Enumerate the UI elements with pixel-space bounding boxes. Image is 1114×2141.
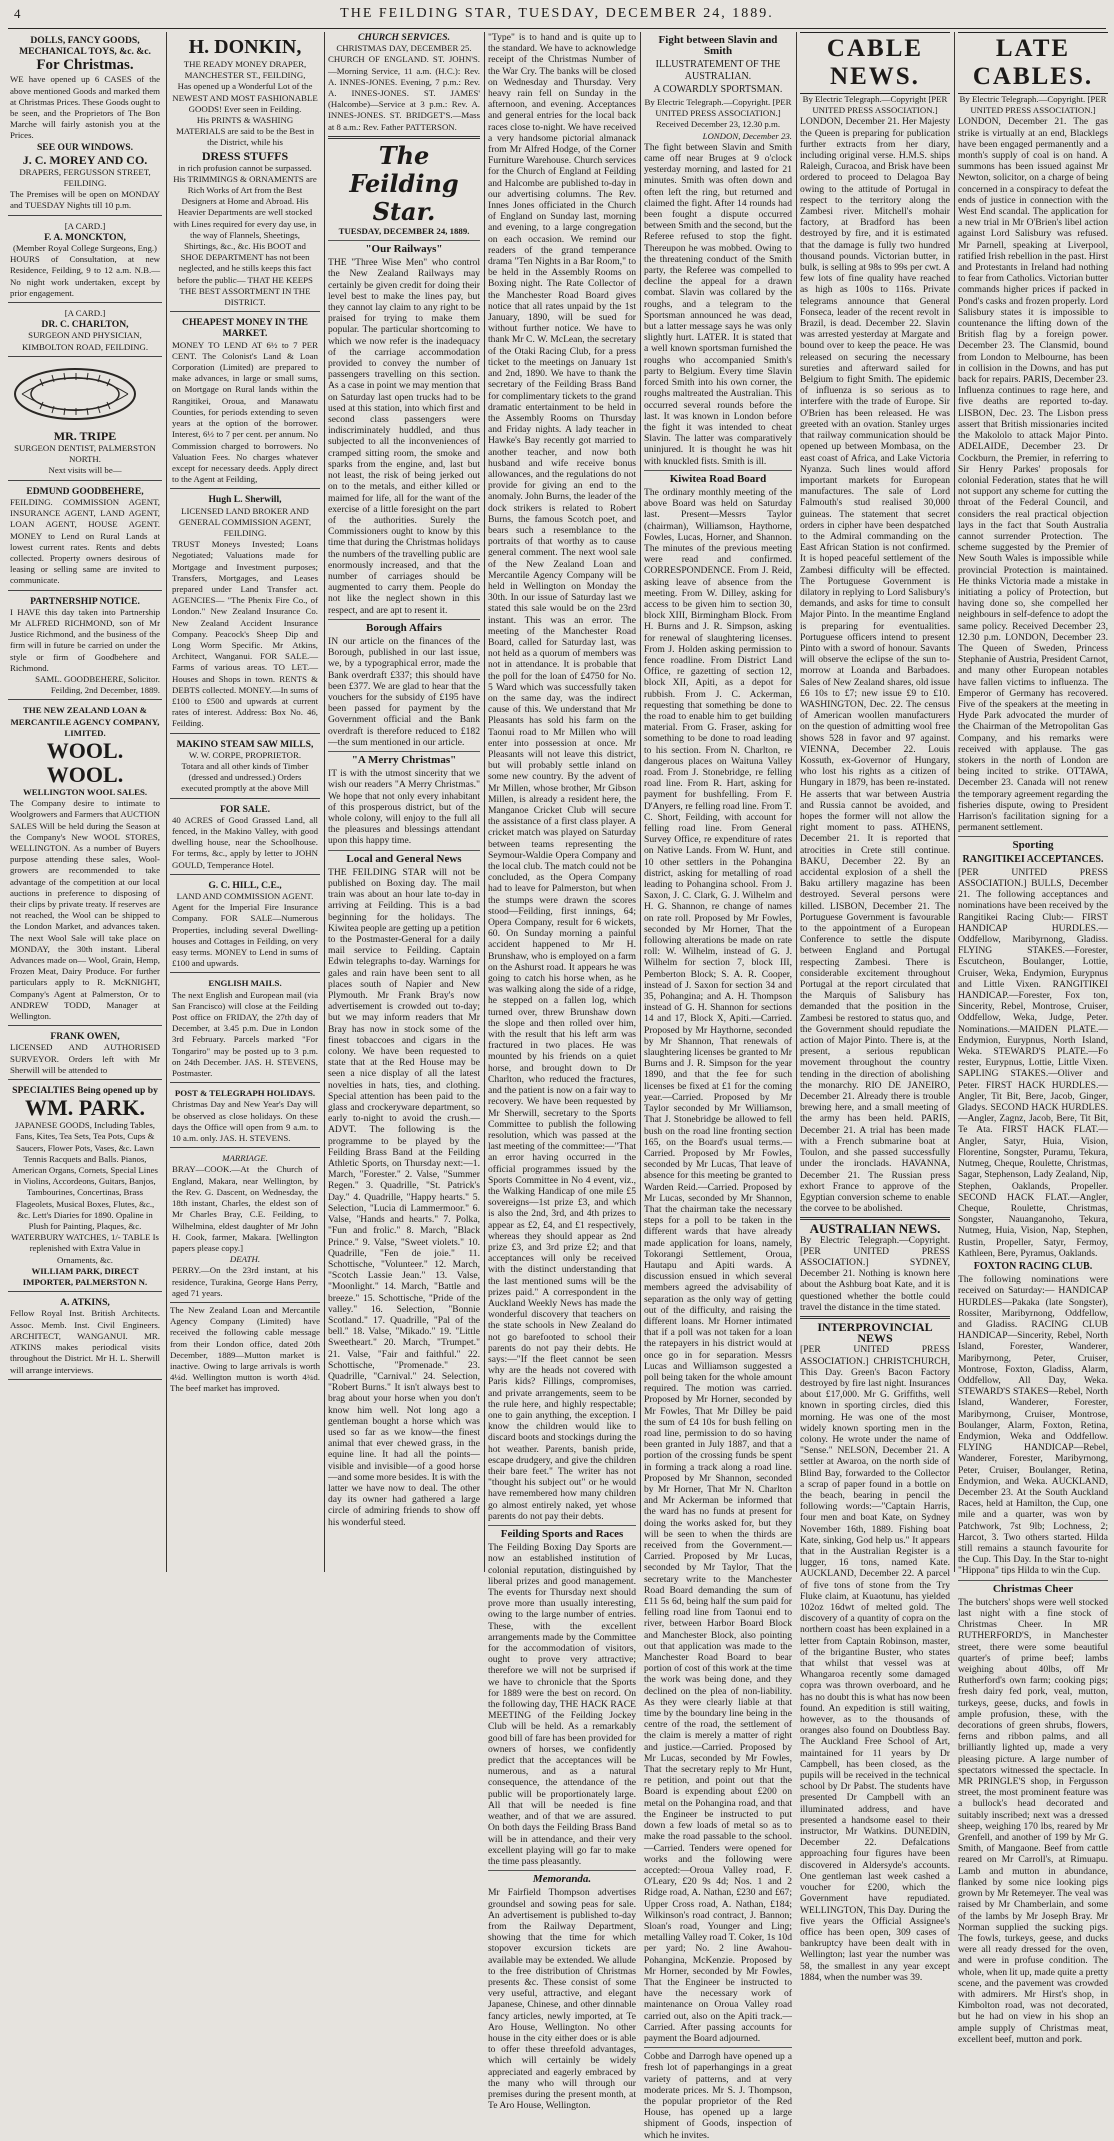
- nz-loan-cable: The New Zealand Loan and Mercantile Agency Company (Limited) have received the following cable message from their London office, dated 20th December, 1889—Mutton market is inactive. Owing to large arrivals is worth 4¼d. Wellington mutton is worth 4¾d. The beef market has improved.: [170, 1304, 320, 1394]
- specialties-heading: SPECIALTIES Being opened up by: [12, 1085, 158, 1097]
- holidays-body: Christmas Day and New Year's Day will be observed as close holidays. On these days the Office will open from 9 a.m. to 10 a.m. only. JAS. H. STEVENS.: [172, 1099, 318, 1144]
- forsale-advert: [170, 801, 320, 875]
- column-2: [170, 32, 320, 1572]
- masthead-title: THE FEILDING STAR, TUESDAY, DECEMBER 24, 1889.: [340, 6, 774, 21]
- donkin-prints: His PRINTS & WASHING MATERIALS are said to be the Best in the District, while his: [175, 115, 315, 148]
- fight-heading: Fight between Slavin and Smith: [658, 34, 778, 58]
- toys-heading: DOLLS, FANCY GOODS, MECHANICAL TOYS, &c. &c.: [19, 35, 151, 58]
- monckton-name: F. A. MONCKTON,: [44, 231, 126, 243]
- christmas-cheer-heading: Christmas Cheer: [992, 1582, 1074, 1595]
- partnership-body: I HAVE this day taken into Partnership Mr ALFRED RICHMOND, son of Mr Justice Richmond, and the business of the firm will in future be carried on under the style or firm of Goodbehere and Richmond.: [10, 606, 160, 673]
- foxton-body: The following nominations were received on Saturday:— HANDICAP HURDLES—Pakaka (late Songster), Rossiter, Maribyrnong, Oddfellow, and Gladiss. RACING CLUB HANDICAP—Sincerity, Rebel, North Island, Forester, Wanderer, Maribyrnong, Peter, Cruiser, Montrose, Foxton, Gladiss, Alarm, Oddfellow, All Day, Weka. STEWARD'S STAKES—Rebel, North Island, Wanderer, Forester, Maribyrnong, Cruiser, Montrose, Boulanger, Alarm, Foxton, Retina, Endymion, Weka and Oddfellow. FLYING HANDICAP—Rebel, Wanderer, Forester, Maribyrnong, Peter, Cruiser, Boulanger, Retina, Endymion, and Weka. AUCKLAND, December 23. At the South Auckland Races, held at Hamilton, the Cup, one mile and a quarter, was won by Patchwork, 7st 9lb; Lochness, 2; Harcot, 3. Two others started. Hilda still remains a staunch favourite for the Cup. This Day. In the Star to-night "Hippona" tips Hilda to win the Cup.: [958, 1274, 1108, 1577]
- dress-stuffs: DRESS STUFFS: [201, 148, 289, 163]
- fight-subheading-2: A COWARDLY SPORTSMAN.: [653, 83, 783, 95]
- cable-news-heading: CABLE NEWS.: [800, 32, 950, 94]
- card-label: [A CARD.]: [64, 220, 106, 231]
- forsale-heading: FOR SALE.: [219, 803, 271, 815]
- memoranda-heading: Memoranda.: [532, 1873, 592, 1886]
- church-body: CHURCH OF ENGLAND. ST. JOHN'S.—Morning Service, 11 a.m. (H.C.): Rev. A. INNES-JONES. Evening, 7 p.m.: Rev. A. INNES-JONES. ST. JAMES' (Halcombe)—Service at 3 p.m.: Rev. A. INNES-JONES. ST. BRIDGET'S.—Mass at 8 a.m.: Rev. Father PATTERSON.: [328, 54, 480, 132]
- misc-notices: Cobbe and Darrogh have opened up a fresh lot of paperhangings in a great variety of patterns, and at very moderate prices. Mr S. J. Thompson, the popular proprietor of the Red House, has opened up a large shipment of Goods, inspection of which he invites.: [644, 2051, 792, 2141]
- memoranda-body: Mr Fairfield Thompson advertises groundsel and sowing peas for sale. An advertisement is published to-day from the Railway Department, showing that the time for which stopover excursion tickets are available may be extended. We allude to the free distribution of Christmas presents &c. These consist of some very useful, attractive, and elegant Japanese, Chinese, and other dinnable fancy articles, newly imported, at Te Aro House, Wellington. No other house in the city either does or is able to offer these threefold advantages, which will certainly be widely appreciated and eagerly embraced by the many who will through our premises during the present month, at Te Aro House, Wellington.: [488, 1887, 636, 2112]
- borough-heading: Borough Affairs: [366, 621, 442, 634]
- cheapest-body: MONEY TO LEND AT 6½ to 7 PER CENT. The Colonist's Land & Loan Corporation (Limited) are prepared to make advances, in large or small sums, on Mortgage on Rural lands within the Rangitikei, Oroua, and Manawatu Counties, for periods extending to seven years at the option of the borrower. Interest, 6½ to 7 per cent. per annum. No Commission charged to borrowers. No Valuation Fees. No charges whatever except for necessary deeds. Apply direct to the Agent at Feilding,: [172, 339, 318, 485]
- mails-notice: [170, 975, 320, 1083]
- dateline: LONDON, December 23.: [702, 130, 792, 141]
- marriage-body: BRAY—COOK.—At the Church of England, Makara, near Wellington, by the Rev. G. Dascent, on Wednesday, the 18th instant, Charles, the eldest son of Mr Charles Bray, C.E. Feilding, to Wilhelmina, eldest daughter of Mr John H. Cook, farmer, Makara. [Wellington papers please copy.]: [172, 1164, 318, 1253]
- merry-heading: "A Merry Christmas": [351, 753, 457, 766]
- death-heading: DEATH.: [229, 1254, 261, 1265]
- partnership-signature: SAML. GOODBEHERE, Solicitor. Feilding, 2nd December, 1889.: [35, 673, 160, 696]
- toys-title: For Christmas.: [36, 57, 134, 74]
- park-advert: [8, 1082, 162, 1292]
- goodbehere-advert: [8, 483, 162, 591]
- late-cables-heading: LATE CABLES.: [958, 32, 1108, 94]
- mails-heading: ENGLISH MAILS.: [208, 978, 282, 989]
- late-cables-body: LONDON, December 21. The gas strike is virtually at an end, Blacklegs have been engaged permanently and a month's supply of coal is on hand. A summons has been issued against Mr Newton, solicitor, on a charge of being concerned in a conspiracy to defeat the ends of justice in connection with the West End scandal. The application for a new trial in Mr O'Brien's libel action against Lord Salisbury was refused. Mr Parnell, speaking at Liverpool, ratified Irish rebellion in the past. Hirst and Protestants in Ireland had nothing to fear from Catholics. Victorian butter commands higher prices if packed in Pond's casks and frozen properly. Lord Salisbury states it is impossible to countenance the lifting down of the British flag by a foreign power. December 23. The Clansmid, bound from London to Melbourne, has been in collision in the Downs, and has put back for repairs. PARIS, December 23. Influenza continues to rage here, and five deaths are reported to-day. LISBON, Dec. 23. The Lisbon press assert that British missionaries incited the Makololo to attack Major Pinto. ADELAIDE, December 23. Dr Cockburn, the Premier, in referring to Sir Henry Parkes' proposals for colonial Federation, states that he will not support any scheme for cutting the throat of the Federal Council, and considers the real practical objection lays in the fact that South Australia cannot surrender Protection. The scheme suggested by the Premier of New South Wales is impossible while provincial Protection is maintained. He thinks Victoria made a mistake in initiating a policy of Protection, but having done so, she compelled her neighbours in self-defence to adopt the same policy. Received December 23, 12.30 p.m. LONDON, December 23. The Queen of Sweden, Princess Stephanie of Austria, President Carnot, and many other European notables have fallen victims to influenza. The Emperor of Germany has recovered. Five of the speakers at the meeting in Hyde Park advocated the murder of the Chairman of the Metropolitan Gas Company, and his remarks were received with applause. The gas stokers in the north of London are being incited to strike. OTTAWA, December 23. Canada will not renew the temporary agreement regarding the fisheries dispute, owing to President Harrison's facilitation signing for a permanent settlement.: [958, 116, 1108, 834]
- borough-body: IN our article on the finances of the Borough, published in our last issue, we, by a typographical error, made the Bank overdraft £337; this should have been £377. We are glad to hear that the vouchers for the subsidy of £195 have been passed for payment by the Government official and the Bank overdraft is therefore reduced to £182—the sum mentioned in our article.: [328, 635, 480, 748]
- wool-body: The Company desire to intimate to Woolgrowers and Farmers that AUCTION SALES Will be held during the Season at the Company's New WOOL STORES, WELLINGTON. As a number of Buyers purpose attending these sales, Wool-growers are recommended to take advantage of the competition at our local auctions in preference to disposing of their clips by private treaty. If reserves are not reached, the Wool can be shipped to the London Market, and advances taken. The next Wool Sale will take place on MONDAY, the 30th instant. Liberal Advances made on— Wool, Grain, Hemp, Frozen Meat, Dairy Produce. For further particulars apply to R. McKNIGHT, Company's Agent at Palmerston, Or to ANDREW TODD, Manager at Wellington.: [10, 798, 160, 1022]
- australian-news-heading: AUSTRALIAN NEWS.: [809, 1221, 941, 1237]
- donkin-sub: THE READY MONEY DRAPER, MANCHESTER ST., FEILDING,: [183, 59, 307, 81]
- church-heading: CHURCH SERVICES.: [357, 32, 451, 43]
- cheapest-money-advert: [170, 314, 320, 489]
- column-rule: [484, 32, 485, 1572]
- morey-sub: DRAPERS, FERGUSSON STREET, FEILDING.: [19, 166, 151, 189]
- monckton-sub: (Member Royal College Surgeons, Eng.): [13, 243, 157, 254]
- masthead-rule: [8, 28, 1106, 29]
- local-news-heading: Local and General News: [346, 852, 462, 865]
- interprovincial-heading: INTERPROVINCIAL NEWS: [817, 1319, 933, 1346]
- tripe-visit: Next visits will be—: [48, 465, 122, 476]
- monckton-body: HOURS of Consultation, at new Residence, Feilding, 9 to 12 a.m. N.B.—No night work undertaken, except by prior engagement.: [10, 254, 160, 298]
- death-body: PERRY.—On the 23rd instant, at his residence, Turakina, George Hans Perry, aged 71 years.: [172, 1265, 318, 1298]
- owen-name: FRANK OWEN,: [50, 1031, 120, 1043]
- sherwill-name: Hugh L. Sherwill,: [208, 494, 282, 506]
- column-7: [958, 32, 1108, 2045]
- dentist-advert: [8, 359, 162, 481]
- rangitikei-heading: RANGITIKEI ACCEPTANCES.: [962, 853, 1104, 865]
- merry-body: IT is with the utmost sincerity that we wish our readers "A Merry Christmas." We hope that not only every inhabitant of this prosperous district, but of the whole colony, will enjoy to the full all the pleasures and blessings attendant upon this happy time.: [328, 768, 480, 847]
- sherwill-advert: [170, 491, 320, 733]
- column-1: [8, 32, 162, 1572]
- sawmill-name: MAKINO STEAM SAW MILLS,: [176, 738, 314, 750]
- partnership-heading: PARTNERSHIP NOTICE.: [30, 595, 140, 607]
- atkins-body: Fellow Royal Inst. British Architects. Assoc. Memb. Inst. Civil Engineers. ARCHITECT, WANGANUI. MR. ATKINS makes periodical visits throughout the District. Mr H. L. Sherwill will arrange interviews.: [10, 1308, 160, 1375]
- column-rule: [640, 32, 641, 1572]
- donkin-body: Has opened up a Wonderful Lot of the NEWEST AND MOST FASHIONABLE GOODS! Ever seen in Feilding.: [172, 81, 318, 114]
- kiwitea-heading: Kiwitea Road Board: [669, 472, 767, 485]
- paper-date: TUESDAY, DECEMBER 24, 1889.: [338, 225, 470, 236]
- owen-advert: [8, 1028, 162, 1080]
- sports-body: The Feilding Boxing Day Sports are now an established institution of colonial reputation, distinguished by liberal prizes and good management. The events for Thursday next should prove more than usually interesting, owing to the large number of entries. These, with the excellent arrangements made by the Committee for the accommodation of visitors, ought to prove very attractive; therefore we will not be surprised if we have to chronicle that the Sports for 1889 were the best on record. On the following day, THE HACK RACE MEETING of the Feilding Jockey Club will be held. As a remarkably good bill of fare has been provided for owners of horses, we confidently predict that the acceptances will be numerous, and as a natural consequence, the attendance of the public will be proportionately large. All that will be needed is fine weather, and of that we are assured. On both days the Feilding Brass Band will be in attendance, and their very excellent playing will go far to make the time pass pleasantly.: [488, 1542, 636, 1867]
- morey-body: The Premises will be open on MONDAY and TUESDAY Nights till 10 p.m.: [10, 189, 160, 211]
- owen-body: LICENSED AND AUTHORISED SURVEYOR. Orders left with Mr Sherwill will be attended to: [10, 1042, 160, 1075]
- card-label: [A CARD.]: [64, 308, 106, 319]
- paper-title: The Feilding Star.: [349, 140, 459, 226]
- toys-windows: SEE OUR WINDOWS.: [36, 141, 134, 153]
- charlton-name: DR. C. CHARLTON,: [41, 319, 129, 331]
- fight-body: The fight between Slavin and Smith came off near Bruges at 9 o'clock yesterday morning, and lasted for 21 minutes. Smith was often down and often left the ring, but returned and claimed the fight. After 14 rounds had been fought a dispute occurred between Smith and the second, but the Referee refused to stop the fight. Thereupon he was mobbed. Owing to the threatening conduct of the Smith party, the Referee was compelled to decline the appeal for a drawn combat. Slavin was collared by the roughs, and a telegram to the Sportsman announced he was dead, but a latter message says he was only slightly hurt. LATER. It is stated that a well known sportsman furnished the roughs who accompanied Smith's party to Belgium. Every time Slavin forced Smith into his own corner, the roughs maltreated the Australian. This occurred several rounds before the last. It was known in London before the fight it was intended to cheat Slavin. The latter was comparatively uninjured. It is thought he was hit with knuckled fists. Smith is ill.: [644, 141, 792, 467]
- column-4: [488, 32, 636, 2112]
- column-rule: [166, 32, 167, 1572]
- sports-heading: Feilding Sports and Races: [500, 1528, 624, 1541]
- marriage-notice: [170, 1150, 320, 1303]
- column-rule: [324, 32, 325, 1572]
- toys-body: WE have opened up 6 CASES of the above mentioned Goods and marked them at Christmas Prices. These Goods ought to be seen, and the Proprietors of The Bon Marche will fairly astonish you at the Prices.: [10, 74, 160, 141]
- news-items-body: "Type" is to hand and is quite up to the standard. We have to acknowledge receipt of the Christmas Number of the War Cry. The banks will be closed on Wednesday and Thursday. Very heavy rain fell on Sunday in the afternoon, and evening. Acceptances and general entries for the local back races close to-night. We have received a very handsome pictorial almanack from Mr Alfred Hodge, of the Corner Furniture Warehouse. Church services for the Church of England at Feilding and Halcombe are published to-day in our advertising columns. The Rev. Innes Jones officiated in the Church of England on Sunday last, morning and evening, to a large congregation on each occasion. We remind our readers of the grand temperance drama "Ten Nights in a Bar Room," to be held in the Assembly Rooms on Boxing night. The Rate Collector of the Manchester Road Board gives notice that all rates unpaid by the 1st January, 1890, will be sued for without further notice. We have to thank Mr C. W. McLean, the secretary of the Otaki Racing Club, for a press ticket to the meetings on January 1st and 2nd, 1890. We have to thank the secretary of the Feilding Brass Band for complimentary tickets to the grand dramatic entertainment to be held in the Assembly Rooms on Thursday and Friday nights. A lady teacher in Hawke's Bay recently got married to another teacher, and now both husband and wife receive bonus allowances, and the regulations do not provide for giving an end to the anomaly. John Burns, the leader of the dock strikers is related to Robert Burns, the famous Scotch poet, and bears such a resemblance to the portraits of that worthy as to cause general comment. The next wool sale of the New Zealand Loan and Mercantile Agency Company will be held in Wellington on Monday the 30th. In our issue of Saturday last we stated this sale would be on the 23rd instant. This was an error. The meeting of the Manchester Road Board, called for Saturday last, was not held as a quorum of members was not in attendance. It is probable that the poll for the loan of £4750 for No. 5 Ward which was successfully taken on the same day, was the indirect cause of this. We understand that Mr Pleasants has sold his farm on the Taonui road to Mr Millen who will enter into possession at once. Mr Pleasants will not leave this district, but will probably settle inland on some new country. By the advent of Mr Millen, whose brother, Mr Gibson Millen, is already a resident here, the Manganoe Cricket Club will secure the assistance of a first class player. A cricket match was played on Saturday between teams representing the Seymour-Waldie Opera Company and the local club. The match could not be concluded, as the Opera Company had to leave for Palmerston, but when the stumps were drawn the scores stood—Feilding, first innings, 64; Opera Company, result for 6 wickets, 60. On Sunday morning a painful accident happened to Mr H. Brunshaw, who is employed on a farm on the Ashurst road. It appears he was going to catch his horse when, as he was walking along the side of a ridge, he stepped on a fallen log, which turned over, threw Brunshaw down the slope and then rolled over him, with the result that his left arm was fractured in two places. He was mounted by his friends on a quiet horse, and brought down to Dr Charlton, who reduced the fractures, and the patient is now on a fair way to recovery. We have been requested by Mr Sherwill, secretary to the Sports Committee to publish the following resolution, which was passed at the last meeting of the committee:—"That an error having occurred in the official programmes issued by the Sports Committee in No 4 event, viz., the Walking Handicap of one mile £5 sovereigns—1st prize £3, and which is also the 2nd, 3rd, and 4th prizes to appear as £2, £4, and £1 respectively, whereas they should appear as 2nd prize £3, and 3rd prize £2; and that acceptances will only be received with the distinct understanding that the last mentioned sums will be the prizes paid." A correspondent in the Auckland Weekly News has made the wonderful discovery that teachers on the state schools in New Zealand do not go barefooted to school their parents do not pay their debts. He says:—"If the fleet cannot be seen why are the heads not covered with Paris kids? Fillings, compromises, and private arrangements, seem to be the rule here, and highly respectable; one to gain anything, the exception. I know the children would like to discard boots and stockings during the hot weather. Parents, banish pride, escape drudgery, and give the children their bare feet." The writer has not "thought his subject out" or he would have remembered how many children go almost entirely naked, yet whose parents do not pay their debts.: [488, 32, 636, 1522]
- telegraph-byline: By Electric Telegraph.—Copyright. [PER UNITED PRESS ASSOCIATION.] Received December 23, 12.30 p.m.: [644, 97, 792, 130]
- toys-advert: [8, 32, 162, 216]
- sherwill-body: TRUST Moneys Invested; Loans Negotiated; Valuations made for Mortgage and Investment purposes; Transfers, Mortgages, and Leases prepared under Land Transfer act. AGENCIES— "The Phenix Fire Co., of London." New Zealand Insurance Co. New Zealand Accident Insurance Company. Peacock's Sheep Dip and Long Worm Specific. Mr Atkins, Architect, Wanganui. FOR SALE.—Farms of various areas. TO LET.—Houses and Shops in town. RENTS & DEBTS collected. MONEY.—In sums of £100 to £500 and upwards at current rates of interest. Address: Box No. 46, Feilding.: [172, 539, 318, 729]
- marriage-heading: MARRIAGE.: [222, 1153, 268, 1164]
- monckton-card: [8, 218, 162, 303]
- sherwill-sub: LICENSED LAND BROKER AND GENERAL COMMISSION AGENT, FEILDING.: [178, 505, 312, 538]
- tripe-name: MR. TRIPE: [53, 429, 117, 444]
- hill-advert: [170, 877, 320, 974]
- nz-loan-heading: THE NEW ZEALAND LOAN & MERCANTILE AGENCY COMPANY, LIMITED.: [10, 705, 160, 738]
- sawmill-sub: W. W. CORPE, PROPRIETOR.: [188, 749, 302, 760]
- donkin-name: H. DONKIN,: [188, 36, 302, 58]
- morey-name: J. C. MOREY AND CO.: [22, 152, 148, 167]
- christmas-cheer-body: The butchers' shops were well stocked last night with a fine stock of Christmas Cheer. In MR RUTHERFORD'S, in Manchester street, there were some beautiful quarter's of prime beef; lambs weighing about 40lbs, off Mr Rutherford's own farm; cooking pigs; fresh dairy fed pork, veal, mutton, turkeys, geese, ducks, and fowls in ample profusion, these, with the decorations of green shrubs, flowers, ferns and ribbon palms, and all brilliantly lighted up, made a very pleasing picture. A large number of spectators witnessed the spectacle. In MR PRINGLE'S shop, in Fergusson street, the most prominent feature was a bullock's head decorated and suitably inscribed; next was a dressed sheep, weighing 170 lbs, reared by Mr Grenfell, and another of 199 by Mr G. Smith, of Mangaone. Beef from cattle reared on Mr Carroll's, at Rimuapu. Lamb and mutton in abundance, flanked by some nice looking pigs grown by Mr Retemeyer. The veal was raised by Mr Chamberlain, and some of the lambs by Mr Joseph Bray. Mr Norman supplied the sucking pigs. The fowls, turkeys, geese, and ducks were all ready dressed for the oven, and were in profuse condition. The whole, when lit up, made quite a pretty scene, and the pavement was crowded with admirers. Mr Hirst's shop, in Kimbolton road, was not decorated, but he had on view in his shop an ample supply of Christmas meat, excellent beef, mutton and pork.: [958, 1596, 1108, 2045]
- railways-body: THE "Three Wise Men" who control the New Zealand Railways may certainly be given credit for doing their level best to make the lines pay, but they cannot lay claim to any right to be praised for trying to make them popular. The particular shortcoming to which we now refer is the inadequacy of the carriage accommodation provided to convey the number of passengers travelling on this section. As a case in point we may mention that on Saturday last open trucks had to be used at this station, into which first and second class passengers were indiscriminately huddled, and thus subjected to all the inconveniences of cramped sitting room, the smoke and sparks from the engine, and, last but not least, the risk of being jerked out on to the metals, and either killed or maimed for life, all for the want of the exercise of a little foresight on the part of the authorities. Surely the Commissioners ought to know by this time that during the Christmas holidays the numbers of the travelling public are enormously increased, and that the number of carriages should be augmented to carry them. People do not like the neglect shown in this respect, and are apt to resent it.: [328, 257, 480, 616]
- forsale-body: 40 ACRES of Good Grassed Land, all fenced, in the Makino Valley, with good dwelling house, near the Schoolhouse. For terms, &c., apply by letter to JOHN GOULD, Temperance Hotel.: [172, 814, 318, 870]
- sporting-heading: Sporting: [1012, 839, 1054, 852]
- masthead: [0, 0, 1114, 28]
- charlton-card: [8, 305, 162, 357]
- park-signature: WILLIAM PARK, DIRECT IMPORTER, PALMERSTON N.: [22, 1265, 148, 1288]
- local-news-body: THE FEILDING STAR will not be published on Boxing day. The mail train was about an hour late to-day in arriving at Feilding. This is a bad beginning for the holidays. The Kiwitea people are getting up a petition to the Postmaster-General for a daily mail service to Feilding. Captain Edwin telegraphs to-day. Warnings for gales and rain have been sent to all places south of Napier and New Plymouth. Mr Frank Bray's now advertisement is crowded out to-day; but we may inform readers that Mr Bray has now in stock some of the finest tobaccoes and cigars in the colony. We have been requested to state that at the Red House may be seen a nice display of all the latest novelties in hats, ties, and clothing. Special attention has been paid to the glass and crockeryware department, so early to-night to avoid the crush.—ADVT. The following is the programme to be played by the Feilding Brass Band at the Feilding Athletic Sports, on Thursday next:—1. March, "Forester." 2. Valse, "Summer Regen." 3. Quadrille, "St. Patrick's Day." 4. Quadrille, "Happy hearts." 5. Selection, "Lucia di Lammermoor." 6. Valse, "Hands and hearts." 7. Polka, "Fun and frolic." 8. March, "Black Prince." 9. Valse, "Sweet violets." 10. Quadrille, "Fen de joie." 11. Schottische, "Volunteer." 12. March, "Scotch Lassie Jean." 13. Valse, "Moonlight." 14. March, "Battle and breeze." 15. Schottische, "Pride of the valley." 16. Selection, "Bonnie Scotland." 17. Quadrille, "Pal of the bell." 18. Valse, "Mikado." 19. "Little Sweetheart." 20. March, "Trumpet." 21. Valse, "Fair and faithful." 22. Schottische, "Promenade." 23. Quadrille, "Carnival." 24. Selection, "Robert Burns." It isn't always best to brag about your horse when you don't know him well. Not long ago a gentleman bought a horse which was used so far as we know—the finest animal that ever chewed grass, in the equine line. It had all the points—visible and invisible—of a good horse—and some more besides. It is with the latter we have now to deal. The other day its owner had gathered a large circle of admiring friends to show off his wonderful steed.: [328, 866, 480, 1528]
- column-rule: [796, 32, 797, 1572]
- cheapest-heading: CHEAPEST MONEY IN THE MARKET.: [182, 317, 308, 340]
- column-3: [328, 32, 480, 1572]
- hill-sub: LAND AND COMMISSION AGENT.: [176, 891, 314, 902]
- kiwitea-body: The ordinary monthly meeting of the above Board was held on Saturday last. Present—Messrs Taylor (chairman), Williamson, Haythorne, Fowles, Lucas, Horner, and Shannon. The minutes of the previous meeting were read and confirmed. CORRESPONDENCE. From J. Reid, asking leave of absence from the meeting. From W. Dilley, asking for access to be given him to section 30, block XIII, Birmingham Block. From H. Burns and J. R. Simpson, asking for renewal of slaughtering licenses. From J. Holden asking permission to fence roadline. From District Land Office, re gazetting of section 12, block XII, Apiti, as a depot for rubbish. From J. C. Ackerman, requesting that something be done to the road to enable him to get building material. From G. Fraser, asking for something to be done to road leading to his section. From N. Charlton, re dangerous places on Waituna Valley road. From J. Stonebridge, re felling road line. From R. Hart, asking for payment for bushfelling. From F. D'Anyers, re felling road line. From T. C. Short, Feilding, with account for felling road line. From General Survey Office, re expenditure of rates on Native Lands. From W. Hunt, and 10 other settlers in the Pohangina district, asking for metalling of road leading to Pohangina school. From J. Saxon, J. C. Clark, G. J. Wilhelm and H. G. Shannon, re change of names on rate roll. Proposed by Mr Fowles, seconded by Mr Horner, That the following alterations be made on rate roll: W. Wilhelm, instead of G. J. Wilhelm for section 7, block III, Pemberton Block; S. A. R. Cooper, instead of J. Saxon for section 34 and 35, Pohangina; and A. H. Thompson instead of G. H. Shannon for sections 14 and 17, Block X, Apiti.—Carried. Proposed by Mr Haythorne, seconded by Mr Shannon, That renewals of slaughtering licenses be granted to Mr Burns and J. R. Simpson for the year 1890, and that the fee for such licenses be fixed at £1 for the coming year.—Carried. Proposed by Mr Taylor seconded by Mr Williamson, That J. Stonebridge be allowed to fell bush on the road line fronting section 165, on the Board's usual terms.—Carried. Proposed by Mr Fowles, seconded by Mr Lucas, That leave of absence for this meeting be granted to Warden Reid.—Carried. Proposed by Mr Lucas, seconded by Mr Shannon, That the chairman take the necessary steps for a poll to be taken in the different wards that have already made application for loans, namely, Tokorangi Settlement, Oroua, Hautapu and Apiti wards. A discussion ensued in which several members agreed the advisability of separation as the only way of getting out of the difficulty, and raising the different loans. Mr Horner intimated that if a poll was not taken for a loan the ratepayers in his district would at once go in for separation. Messrs Lucas and Williamson suggested a poll being taken for the whole amount required. The motion was carried. Proposed by Mr Horner, seconded by Mr Fowles, That Mr Dilley be paid the sum of £4 10s for bush felling on road line, permission to do so having been granted in July 1887, and that a portion of the crossing funds be spent in forming a track along a road line. Proposed by Mr Shannon, seconded by Mr Horner, That Mr N. Charlton and Mr Ackerman be informed that the ward has no funds at present for doing the works asked for, but they will be seen to when the thirds are received from the Government.—Carried. Proposed by Mr Lucas, seconded by Mr Taylor, That the secretary write to the Manchester Road Board demanding the sum of £11 5s 6d, being half the sum paid for felling road line from Taonui end to river, between Harbor Board Block and Manchester Block, also pointing out that application was made to the Manchester Road Board to bear portion of cost of this work at the time the work was being done, and they declined on the plea of non-liability. As they were clearly liable at that time by the boundary line being in the centre of the road, the settlement of the claim is merely a matter of right and justice.—Carried. Proposed by Mr Lucas, seconded by Mr Fowles, That the secretary reply to Mr Hunt, re petition, and point out that the Board is expending about £200 on metal on the Pohangina road, and that the Engineer be instructed to put down a few loads of metal so as to make the road passable to the school.—Carried. Tenders were opened for works and the following were accepted:—Oroua Valley road, F. O'Leary, £20 9s 4d; Nos. 1 and 2 Ridge road, A. Nathan, £230 and £67; Upper Cross road, A. Nathan, £184; Wilkinson's road contract, J. Bannon; Sloan's road, Younger and Ling; metalling Valley road T. Coker, 1s 10d per yard; No. 2 line Awahou-Pohangina, McKenzie. Proposed by Mr Horner, seconded by Mr Fowles, That the Engineer be instructed to have the necessary work of maintenance on Oroua Valley road carried out, also on the Apiti track.—Carried. After passing accounts for payment the Board adjourned.: [644, 486, 792, 2044]
- holidays-heading: POST & TELEGRAPH HOLIDAYS.: [174, 1088, 316, 1099]
- hill-body: Agent for the Imperial Fire Insurance Company. FOR SALE—Numerous Properties, including several Dwelling-houses and Cottages in Feilding, on very easy terms. MONEY to Lend in sums of £100 and upwards.: [172, 902, 318, 969]
- tripe-sub: SURGEON DENTIST, PALMERSTON NORTH.: [14, 443, 156, 465]
- wool-title: WOOL. WOOL.: [46, 737, 124, 787]
- atkins-advert: [8, 1294, 162, 1379]
- page-number: 4: [14, 6, 23, 21]
- park-title: WM. PARK.: [25, 1095, 145, 1121]
- hill-name: G. C. HILL, C.E.,: [208, 879, 282, 891]
- sawmill-advert: [170, 736, 320, 799]
- rangitikei-body: [PER UNITED PRESS ASSOCIATION.] BULLS, December 21. The following acceptances and nominations have been received by the Rangitikei Racing Club:— FIRST HANDICAP HURDLES.—Oddfellow, Maribyrnong, Gladiss. FLYING STAKES.—Forester, Escutcheon, Boulanger, Lottie, Cruiser, Weka, Endymion, Eurypnus and Little Vixen. RANGITIKEI HANDICAP.—Forester, Fox ton, Sincerity, Rebel, Montrose, Cruiser, Oddfellow, Weka, Judge, Peter. Nominations.—MAIDEN PLATE.—Endymion, Eurypnus, North Island, Weka. STEWARD'S PLATE.—Fo rester, Eurypnus, Lottie, Little Vixen. SAPLING STAKES.—Oliver and Peter. FIRST HACK HURDLES.—Angler, Tit Bit, Bere, Jacob, Ginger, Gladys. SECOND HACK HURDLES.—Angler, Zagnz, Jacob, Bere, Tit Bit, Te Ata. FIRST HACK FLAT.—Angler, Satyr, Huia, Vision, Florentine, Songster, Puramu, Tekura, Nutmeg, Cheque, Roulette, Christmas, Sagar, Stephenson, Lady Zealand, Nip, Stephen, Oaklands, Propeller. SECOND HACK FLAT.—Angler, Cheque, Roulette, Christmas, Songster, Nauanganoho, Tekura, Nutmeg, Huia, Vision, Nap, Stephen, Rustin, Propeller, Satyr, Fermoy, Kathleen, Bere, Pyramus, Oaklands.: [958, 866, 1108, 1259]
- park-body: JAPANESE GOODS, Including Tables, Fans, Kites, Tea Sets, Tea Pots, Cups & Saucers, Flower Pots, Vases, &c. Lawn Tennis Racquets and Balls. Pianos, American Organs, Cornets, Special Lines in Violins, Accordeons, Guitars, Banjos, Tambourines, Concertinas, Brass Flageolets, Musical Boxes, Flutes, &c., &c. Lett's Diaries for 1890. Opaline in Plush for Painting, Plaques, &c. WATERBURY WATCHES, 1/- TABLE Is replenished with Extra Value in Ornaments, &c.: [11, 1120, 159, 1265]
- telegraph-byline: By Electric Telegraph.—Copyright. [PER UNITED PRESS ASSOCIATION.]: [959, 94, 1107, 116]
- column-6: [800, 32, 950, 1983]
- cable-news-body: LONDON, December 21. Her Majesty the Queen is preparing for publication further extracts from her diary, including original verse. H.M.S. ships Raleigh, Curacoa, and Brisk have been ordered to proceed to Delagoa Bay owing to the attitude of Portugal in respect to the territory along the Zambesi river. Mitchell's mohair factory, at Bradford has been destroyed by fire, and it is estimated that the damage is fully two hundred thousand pounds. Victorian butter, in bulk, is selling at 98s to 99s per cwt. A few lots of fine quality have reached as high as 100s to 116s. Private telegrams announce that General Fonseca, leader of the recent revolt in Brazil, is dead. December 22. Slavin was arrested yesterday at Margate and bound over to keep the peace. He was released on securing the necessary sureties and afterward sailed for Belgium to fight Smith. The epidemic of influenza is so serious as to interfere with the trade of Europe. Sir O'Brien has been released. He was greeted with an ovation. Stanley urges that railway communication should be opened up between Mombasa, on the east coast of Africa, and Lake Victoria Nyanza. Such lines would afford important markets for European manufactures. The sale of Lord Falmouth's stud realised 30,000 guineas. The statement that secret orders in cipher have been despatched to the Admiral commanding on the East African Station is not confirmed. It is hoped peaceful settlement of the Zambesi difficulty will be effected. The Portuguese Government is dilatory in replying to Lord Salisbury's demands, and asks for time to consult Major Pinto. In the meantime England is preparing for eventualities. Portuguese officers intend to present Pinto with a sword of honour. Savants will observe the eclipse of the sun to-morrow at Loanda and Barbadoes. Sales of New Zealand shares, old issue £6 10s to £7; new issue £9 to £10. WASHINGTON, Dec. 22. The census of American woollen manufacturers on the question of admitting wool free shows 528 in favor and 97 against. VIENNA, December 22. Louis Kossuth, ex-Governor of Hungary, who lost his rights as a citizen of Hungary in 1879, has been re-instated. He asserts that war between Austria and Russia cannot be avoided, and hopes the former will not allow the right moment to pass. ATHENS, December 21. It is reported that atrocities in Crete still continue. BAKU, December 22. By an accidental explosion of a shell the Baku artillery magazine has been destroyed. Several persons were killed. LISBON, December 21. The Portuguese Government is favourable to the appointment of a European Conference to settle the dispute between England and Portugal respecting Zambesi. There is considerable excitement throughout Portugal at the report circulated that the Marquis of Salisbury has demanded that the position in the Zambesi be restored to status quo, and the Government should repudiate the action of Major Pinto. There is, at the present, a serious republican movement throughout the country tending in the direction of abolishing the monarchy. RIO DE JANEIRO, December 21. Already there is trouble brewing here, and a small meeting of the army has been held. PARIS, December 21. A trial has been made with a French submarine boat at Toulon, and she passed successfully under the ironclads. HAVANNA, December 21. The Russian press exhort France to approve of the Egyptian conversion scheme to enable the corvee to be abolished.: [800, 116, 950, 1215]
- atkins-name: A. ATKINS,: [60, 1297, 110, 1309]
- australian-news-body: By Electric Telegraph.—Copyright. [PER UNITED PRESS ASSOCIATION.] SYDNEY, December 21. Nothing is known here about the Ashburg boat Kate, and it is questioned whether the bottle could travel the distance in the time stated.: [800, 1234, 950, 1313]
- charlton-sub: SURGEON AND PHYSICIAN, KIMBOLTON ROAD, FEILDING.: [21, 330, 149, 352]
- donkin-advert: [170, 32, 320, 312]
- church-date: CHRISTMAS DAY, DECEMBER 25.: [336, 43, 472, 54]
- holidays-notice: [170, 1085, 320, 1148]
- fight-subheading: ILLUSTRATEMENT OF THE AUSTRALIAN.: [655, 59, 781, 82]
- goodbehere-body: FEILDING. COMMISSION AGENT, INSURANCE AGENT, LAND AGENT, LOAN AGENT, HOUSE AGENT. MONEY to Lend on Rural Lands at lowest current rates. Rents and debts collected. Property owners desirous of leasing or selling same are invited to communicate.: [10, 496, 160, 586]
- sawmill-body: Totara and all other kinds of Timber (dressed and undressed.) Orders executed promptly at the above Mill: [181, 760, 309, 794]
- wool-advert: [8, 702, 162, 1026]
- goodbehere-name: EDMUND GOODBEHERE,: [26, 485, 144, 497]
- column-5: [644, 32, 792, 2141]
- column-rule: [954, 32, 955, 1572]
- wool-subtitle: WELLINGTON WOOL SALES.: [22, 786, 148, 797]
- dentures-illustration-icon: [10, 365, 140, 423]
- railways-heading: "Our Railways": [365, 243, 443, 256]
- interprovincial-body: [PER UNITED PRESS ASSOCIATION.] CHRISTCHURCH, This Day. Green's Bacon Factory destroyed by fire last night. Insurances about £17,000. Mr G. Griffiths, well known in sporting circles, died this morning. He was one of the most widely known sporting men in the colony. He wrote under the name of "Sense." NELSON, December 21. A settler at Awaroa, on the north side of Blind Bay, forwarded to the Collector a scrap of paper found in a bottle on the beach, bearing in pencil the following words:—"Captain Harris, four men and boat Kate, on Sydney November 16th, 1889. Fishing boat Kate, sinking, God help us." It appears that in the Australian Register is a lugger, 16 tons, named Kate. AUCKLAND, December 22. A parcel of five tons of stone from the Try Fluke claim, at Kuaotunu, has yielded 102oz 16dwt of melted gold. The discovery of a quantity of copra on the northern coast has been explained in a letter from Captain Robinson, master, of the brigantine Buster, who states that whilst that vessel was at Whangaroa recently some damaged copra was thrown overboard, and he has no doubt this is what has now been found. An expedition is still waiting, however, as to the thousands of oranges also found on Doubtless Bay. The Auckland Free School of Art, maintained for 11 years by Dr Campbell, has been closed, as the pupils will be received in the technical school by Dr Pabst. The students have presented Dr Campbell with an illuminated address, and have presented a handsome easel to their instructor, Mr Watkins. DUNEDIN, December 22. Defalcations approaching four figures have been discovered in Aldersyde's accounts. One gentleman last week cashed a voucher for £200, which the Government have repudiated. WELLINGTON, This Day. During the five years the Official Assignee's office has been open, 309 cases of bankruptcy have been dealt with in Wellington; last year the number was 58, the smallest in any year except 1884, when the number was 39.: [800, 1344, 950, 1983]
- foxton-heading: FOXTON RACING CLUB.: [973, 1260, 1093, 1272]
- telegraph-byline: By Electric Telegraph.—Copyright [PER UNITED PRESS ASSOCIATION.]: [802, 94, 948, 116]
- partnership-notice: [8, 593, 162, 701]
- donkin-more: in rich profusion cannot be surpassed. His TRIMMINGS & ORNAMENTS are Rich Works of Art from the Best Designers at Home and Abroad. His Heavier Departments are well stocked with Lines required for every day use, in the way of Flannels, Sheetings, Shirtings, &c., &c. His BOOT and SHOE DEPARTMENT has not been neglected, and he stills keeps this fact before the public— THAT HE KEEPS THE BEST ASSORTMENT IN THE DISTRICT.: [173, 162, 317, 308]
- mails-body: The next English and European mail (via San Francisco) will close at the Feilding Post office on FRIDAY, the 27th day of December, at 3.45 p.m. Due in London 3rd February. Parcels marked "For Tongariro" may be posted up to 3 p.m. on 24th December. JAS. H. STEVENS, Postmaster.: [172, 989, 318, 1079]
